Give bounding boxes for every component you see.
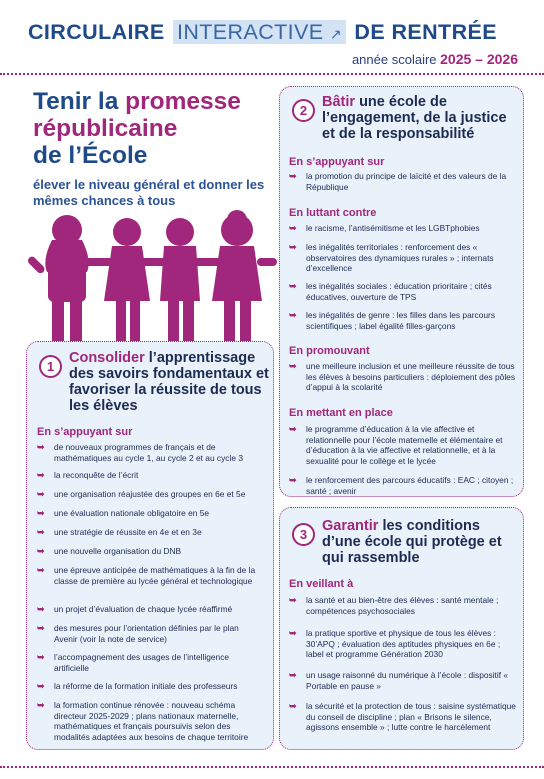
list-item[interactable]: une évaluation nationale obligatoire en 5e (54, 508, 210, 518)
arrow-right-icon: ➥ (37, 527, 45, 537)
section-label: En promouvant (289, 345, 370, 357)
bottom-divider (0, 766, 544, 768)
list-item[interactable]: les inégalités territoriales : renforcement des « observatoires des dynamiques rurales » ; internats d’excellence (306, 242, 494, 274)
panel-title: Bâtir une école de l’engagement, de la justice et de la responsabilité (322, 94, 507, 142)
title-right: DE RENTRÉE (354, 20, 497, 44)
arrow-right-icon: ➥ (37, 442, 45, 452)
arrow-right-icon: ➥ (289, 171, 297, 181)
list-item[interactable]: la réforme de la formation initiale des professeurs (54, 681, 238, 691)
list-item[interactable]: une organisation réajustée des groupes en 6e et 5e (54, 489, 246, 499)
panel-protection (279, 507, 524, 750)
list-item[interactable]: une épreuve anticipée de mathématiques à la fin de la classe de première au lycée général et technologique (54, 565, 256, 586)
list-item[interactable]: la reconquête de l’écrit (54, 470, 139, 480)
panel-title: Garantir les conditions d’une école qui protège et qui rassemble (322, 518, 502, 566)
page-header (28, 20, 518, 67)
panel-title: Consolider l’apprentissage des savoirs fondamentaux et favoriser la réussite de tous les élèves (69, 350, 269, 414)
interactive-label[interactable]: INTERACTIVE ↗ (173, 20, 346, 44)
arrow-right-icon: ➥ (289, 701, 297, 711)
panel-number: 2 (292, 99, 315, 122)
panel-number: 1 (39, 355, 62, 378)
list-item[interactable]: une meilleure inclusion et une meilleure réussite de tous les élèves à besoins particuliers : déploiement des pôles d’appui à la scolarité (306, 361, 516, 393)
list-item[interactable]: une nouvelle organisation du DNB (54, 546, 182, 556)
list-item[interactable]: les inégalités sociales : éducation prioritaire ; cités éducatives, ouverture de TPS (306, 281, 492, 302)
section-label: En veillant à (289, 578, 354, 590)
list-item[interactable]: la promotion du principe de laïcité et des valeurs de la République (306, 171, 507, 192)
arrow-right-icon: ➥ (289, 223, 297, 233)
hero (33, 88, 273, 209)
arrow-right-icon: ➥ (289, 595, 297, 605)
arrow-right-icon: ➥ (289, 475, 297, 485)
hero-subtitle: élever le niveau général et donner les mêmes chances à tous (33, 177, 265, 208)
section-label: En luttant contre (289, 207, 377, 219)
arrow-right-icon: ➥ (37, 652, 45, 662)
list-item[interactable]: une stratégie de réussite en 4e et en 3e (54, 527, 202, 537)
panel-number: 3 (292, 523, 315, 546)
interactive-arrow-icon: ↗ (329, 26, 343, 42)
hero-title: Tenir la promesse républicaine de l’École (33, 88, 241, 169)
list-item[interactable]: la pratique sportive et physique de tous les élèves : 30’APQ ; évaluation des aptitudes physiques en 6e ; label et programme Génération 2030 (306, 628, 501, 660)
list-item[interactable]: la santé et au bien-être des élèves : santé mentale ; compétences psychosociales (306, 595, 499, 616)
school-year: année scolaire 2025 – 2026 (351, 51, 518, 67)
list-item[interactable]: le racisme, l’antisémitisme et les LGBTphobies (306, 223, 480, 233)
arrow-right-icon: ➥ (289, 281, 297, 291)
list-item[interactable]: des mesures pour l’orientation définies par le plan Avenir (voir la note de service) (54, 623, 239, 644)
arrow-right-icon: ➥ (37, 470, 45, 480)
section-label: En s’appuyant sur (289, 156, 385, 168)
section-label: En s’appuyant sur (37, 426, 133, 438)
top-divider (0, 73, 544, 75)
arrow-right-icon: ➥ (37, 681, 45, 691)
arrow-right-icon: ➥ (37, 508, 45, 518)
list-item[interactable]: un usage raisonné du numérique à l’école : dispositif « Portable en pause » (306, 670, 509, 691)
list-item[interactable]: la formation continue rénovée : nouveau schéma directeur 2025-2029 ; plans nationaux maternelle, mathématiques et français poursuivis selon des modalités adaptées aux besoins de chaque territoire (54, 700, 249, 742)
arrow-right-icon: ➥ (289, 670, 297, 680)
arrow-right-icon: ➥ (37, 700, 45, 710)
list-item[interactable]: de nouveaux programmes de français et de mathématiques au cycle 1, au cycle 2 et au cycle 3 (54, 442, 244, 463)
list-item[interactable]: la sécurité et la protection de tous : saisine systématique du conseil de discipline ; plan « Brisons le silence, agissons ensemble » ; lutte contre le harcèlement (306, 701, 516, 733)
list-item[interactable]: le renforcement des parcours éducatifs : EAC ; citoyen ; santé ; avenir (306, 475, 514, 496)
arrow-right-icon: ➥ (289, 628, 297, 638)
main-title (28, 20, 518, 45)
arrow-right-icon: ➥ (289, 361, 297, 371)
arrow-right-icon: ➥ (37, 489, 45, 499)
panel-foundational-knowledge (26, 341, 274, 750)
arrow-right-icon: ➥ (37, 604, 45, 614)
list-item[interactable]: un projet d’évaluation de chaque lycée réaffirmé (54, 604, 233, 614)
section-label: En mettant en place (289, 407, 393, 419)
list-item[interactable]: le programme d’éducation à la vie affective et relationnelle pour l’école maternelle et élémentaire et d’éducation à la vie affective et relationnelle, et à la sexualité pour le collège et le lycée (306, 424, 503, 466)
list-item[interactable]: l’accompagnement des usages de l’intelligence artificielle (54, 652, 230, 673)
arrow-right-icon: ➥ (289, 242, 297, 252)
arrow-right-icon: ➥ (37, 546, 45, 556)
title-left: CIRCULAIRE (28, 20, 165, 44)
list-item[interactable]: les inégalités de genre : les filles dans les parcours scientifiques ; label égalité filles-garçons (306, 310, 496, 331)
arrow-right-icon: ➥ (37, 565, 45, 575)
children-group-icon (22, 210, 282, 345)
arrow-right-icon: ➥ (289, 310, 297, 320)
panel-engagement-justice (279, 86, 524, 497)
arrow-right-icon: ➥ (289, 424, 297, 434)
arrow-right-icon: ➥ (37, 623, 45, 633)
